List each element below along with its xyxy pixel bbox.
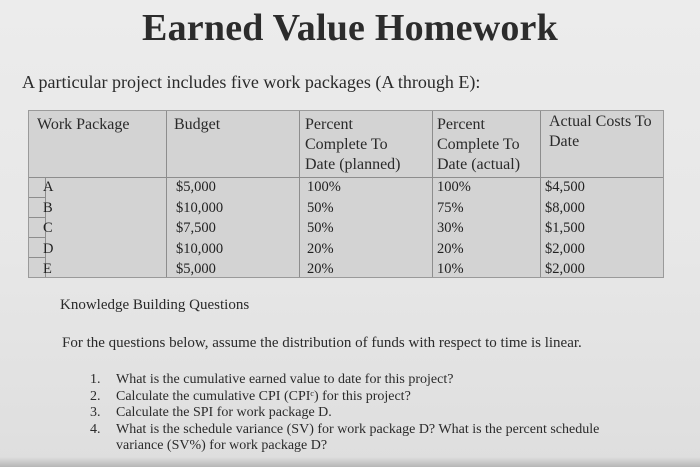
column-actual-costs — [545, 177, 585, 280]
assumption-text: For the questions below, assume the distribution of funds with respect to time is linear. — [62, 335, 582, 351]
table-cell: $10,000 — [176, 199, 224, 216]
table-cell: $2,000 — [545, 240, 585, 257]
table-cell: 30% — [437, 220, 464, 236]
column-budget — [176, 177, 223, 280]
section-heading: Knowledge Building Questions — [60, 297, 250, 313]
table-cell: $2,000 — [545, 261, 585, 277]
header-actual: Percent Complete To Date (actual) — [437, 116, 521, 173]
table-cell: $5,000 — [176, 179, 216, 195]
work-package-table — [28, 110, 664, 278]
table-cell: $1,500 — [545, 220, 585, 236]
table-cell: 20% — [437, 240, 464, 257]
header-work-package: Work Package — [37, 116, 130, 133]
question-text: What is the schedule variance (SV) for work package D? What is the percent schedule variance (SV%) for work package D? — [116, 421, 600, 453]
list-item — [90, 389, 650, 406]
column-work-package — [43, 177, 53, 280]
question-text: What is the cumulative earned value to date for this project? — [116, 372, 454, 387]
table-cell: 75% — [437, 199, 464, 216]
question-list — [90, 372, 650, 455]
table-cell: 50% — [307, 199, 334, 216]
list-item — [90, 372, 650, 389]
column-actual — [437, 177, 471, 280]
column-planned — [307, 177, 341, 280]
question-number: 2. — [90, 388, 101, 404]
header-actual-costs: Actual Costs To Date — [549, 113, 652, 150]
question-number: 4. — [90, 421, 101, 437]
header-planned: Percent Complete To Date (planned) — [305, 116, 401, 173]
question-number: 3. — [90, 405, 101, 420]
table-cell: 20% — [307, 240, 334, 257]
table-cell: 100% — [437, 179, 471, 195]
table-cell: $7,500 — [176, 220, 216, 236]
question-text: Calculate the cumulative CPI (CPIᶜ) for this project? — [116, 388, 411, 404]
header-budget: Budget — [174, 116, 221, 133]
table-cell: $4,500 — [545, 179, 585, 195]
table-row: E — [43, 261, 52, 277]
table-cell: $10,000 — [176, 240, 224, 257]
table-cell: 100% — [307, 179, 341, 195]
table-row: D — [43, 240, 54, 257]
photo-edge-shadow — [0, 457, 700, 467]
table-cell: $5,000 — [176, 261, 216, 277]
table-row: B — [43, 199, 53, 216]
intro-text: A particular project includes five work packages (A through E): — [22, 72, 481, 92]
question-number: 1. — [90, 372, 101, 387]
table-cell: 10% — [437, 261, 464, 277]
list-item — [90, 422, 650, 455]
table-row: C — [43, 220, 53, 236]
table-row: A — [43, 179, 54, 195]
question-text: Calculate the SPI for work package D. — [116, 405, 332, 420]
table-cell: 50% — [307, 220, 334, 236]
list-item — [90, 405, 650, 422]
table-cell: $8,000 — [545, 199, 585, 216]
page-title: Earned Value Homework — [142, 7, 558, 49]
table-cell: 20% — [307, 261, 334, 277]
